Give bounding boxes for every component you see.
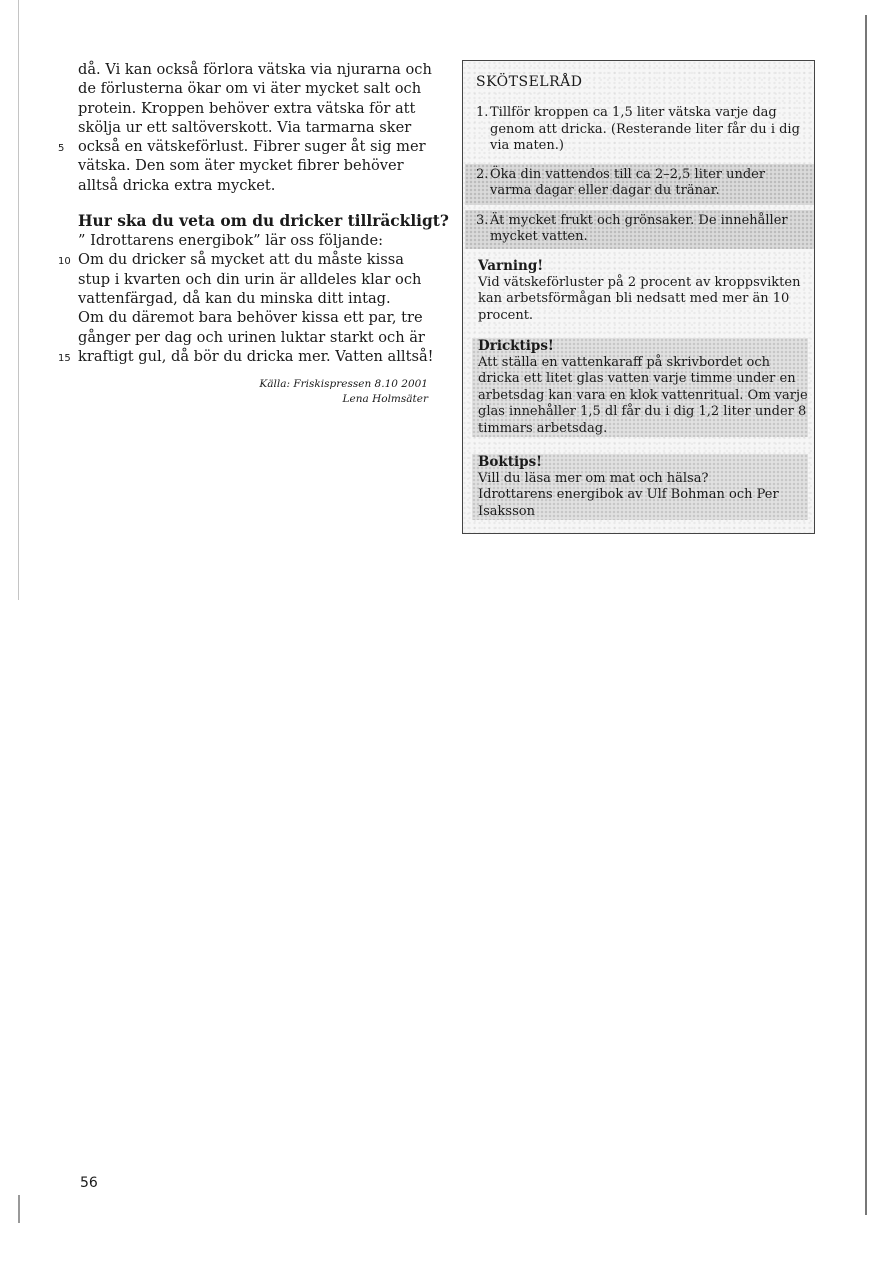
line-number: 10	[58, 256, 71, 268]
article-paragraph-2	[58, 231, 434, 366]
section-heading: Hur ska du veta om du dricker tillräckligt?	[78, 212, 449, 231]
box-title: SKÖTSELRÅD	[476, 74, 583, 90]
text-line: 15 kraftigt gul, då bör du dricka mer. Vatten alltså!	[58, 347, 430, 366]
source-publication: Källa: Friskispressen 8.10 2001	[259, 378, 428, 391]
text-line: alltså dricka extra mycket.	[78, 176, 276, 194]
book-tips-heading: Boktips!	[478, 454, 543, 470]
scan-edge-right	[865, 15, 867, 1215]
list-item: 1. Tillför kroppen ca 1,5 liter vätska varje dag genom att dricka. (Resterande liter får du i dig via maten.)	[476, 105, 800, 153]
text-line: de förlusterna ökar om vi äter mycket salt och	[78, 80, 422, 98]
line-number: 15	[58, 352, 71, 364]
line-number: 5	[58, 143, 65, 155]
text-line: vattenfärgad, då kan du minska ditt intag.	[78, 289, 391, 307]
list-number: 3.	[476, 212, 489, 228]
text-line: protein. Kroppen behöver extra vätska för att	[78, 99, 416, 117]
text-line: gånger per dag och urinen luktar starkt och är	[78, 328, 425, 346]
list-number: 2.	[476, 166, 489, 182]
scan-edge-left-bottom	[18, 1195, 20, 1223]
text-line: Om du däremot bara behöver kissa ett par, tre	[78, 309, 423, 327]
text-line: ” Idrottarens energibok” lär oss följande:	[78, 232, 384, 250]
text-line: stup i kvarten och din urin är alldeles klar och	[78, 270, 422, 288]
article-column	[58, 60, 449, 407]
warning-heading: Varning!	[478, 258, 544, 274]
advice-list	[476, 105, 808, 249]
drink-tips-section: Dricktips! Att ställa en vattenkaraff på skrivbordet och dricka ett litet glas vatten varje timme under en arbetsdag kan vara en klok vattenritual. Om varje glas innehåller 1,5 dl får du i dig 1,2 liter under 8 timmars arbetsdag.	[472, 338, 808, 437]
text-line: 5 också en vätskeförlust. Fibrer suger åt sig mer	[58, 137, 430, 156]
scan-edge-left	[18, 0, 19, 600]
book-tips-section: Boktips! Vill du läsa mer om mat och hälsa? Idrottarens energibok av Ulf Bohman och Per Isaksson	[472, 454, 808, 520]
source-author: Lena Holmsäter	[342, 393, 428, 406]
page-number: 56	[80, 1175, 98, 1191]
text-line: då. Vi kan också förlora vätska via njurarna och	[78, 61, 432, 78]
care-advice-box	[462, 60, 815, 534]
source-credit	[58, 377, 430, 407]
warning-section: Varning! Vid vätskeförluster på 2 procent av kroppsvikten kan arbetsförmågan bli nedsatt med mer än 10 procent.	[478, 258, 808, 324]
text-line: 10 Om du dricker så mycket att du måste kissa	[58, 250, 430, 269]
text-line: vätska. Den som äter mycket fibrer behöver	[78, 157, 404, 175]
list-item: 3. Ät mycket frukt och grönsaker. De innehåller mycket vatten.	[465, 210, 814, 249]
list-number: 1.	[476, 105, 489, 120]
text-line: skölja ur ett saltöverskott. Via tarmarna sker	[78, 118, 412, 136]
drink-tips-heading: Dricktips!	[478, 338, 554, 354]
article-paragraph-1	[58, 60, 430, 195]
list-item: 2. Öka din vattendos till ca 2–2,5 liter under varma dagar eller dagar du tränar.	[465, 164, 814, 205]
